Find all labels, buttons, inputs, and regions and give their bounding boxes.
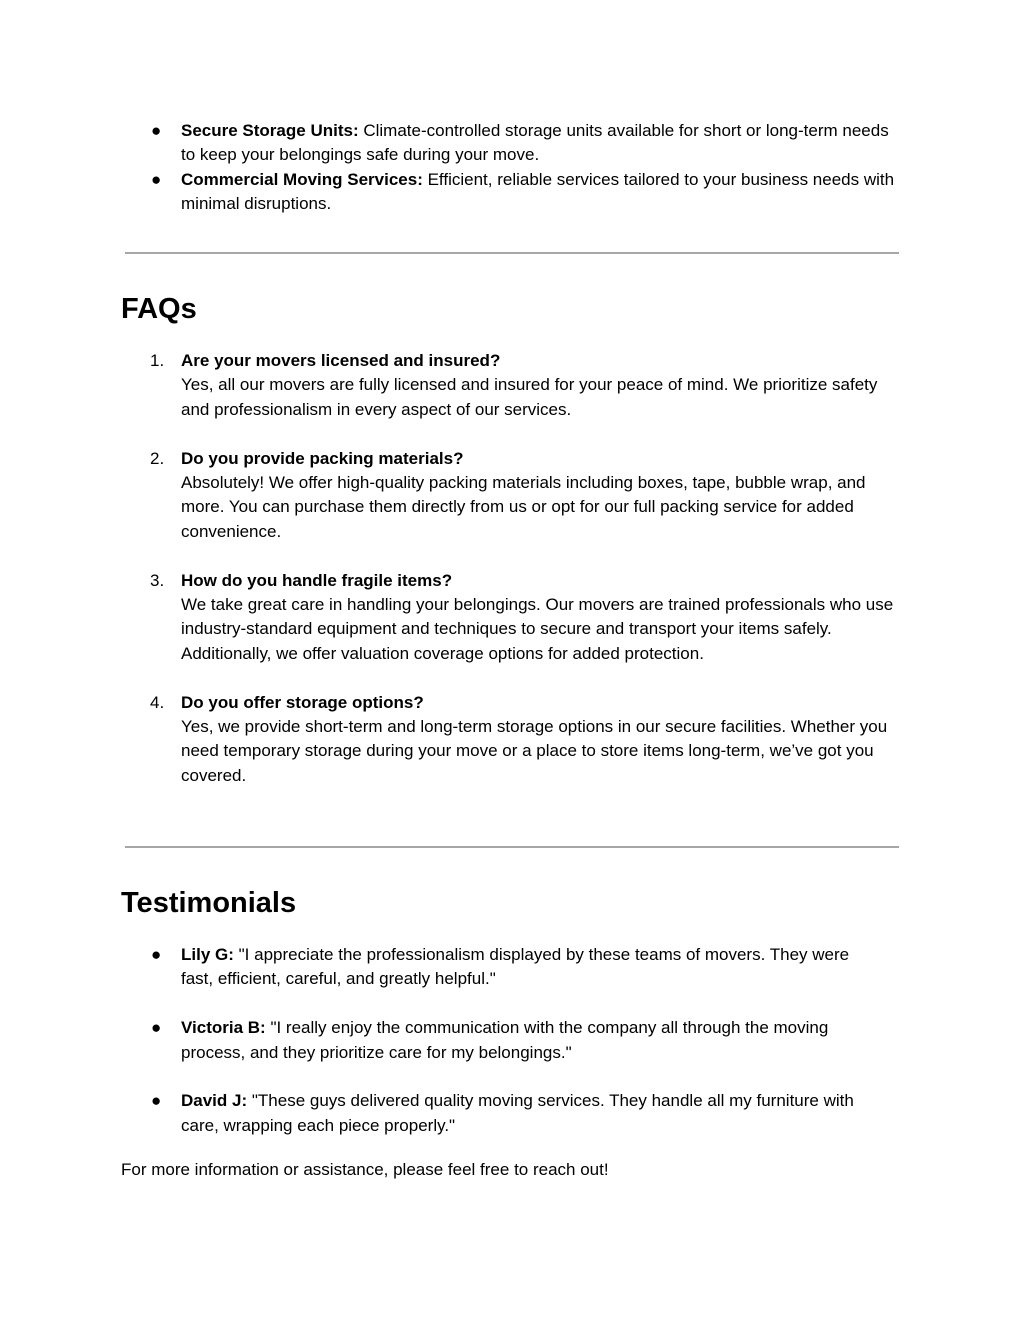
faq-answer: We take great care in handling your belongings. Our movers are trained professionals who use industry-standard equipment and techniques to secure and transport your items safely. Additionally, we offer valuation coverage options for added protection. [181,595,894,663]
bullet-icon: ● [151,169,162,189]
faq-item [0,691,1024,789]
services-list [0,119,1024,217]
testimonial-quote: "I really enjoy the communication with the company all through the moving process, and they prioritize care for my belongings." [181,1018,829,1062]
bullet-icon: ● [151,121,162,140]
closing-text: For more information or assistance, please feel free to reach out! [121,1160,609,1179]
bullet-icon: ● [151,1018,162,1038]
faq-item [0,349,1024,422]
faq-list [0,349,1024,813]
testimonial-item [0,1016,1024,1065]
faq-answer: Yes, we provide short-term and long-term storage options in our secure facilities. Whether you need temporary storage during your move or a place to store items long-term, we’ve got you covered. [181,717,888,785]
bullet-icon: ● [151,945,162,964]
testimonial-item [0,943,1024,992]
testimonial-list [0,943,1024,1163]
testimonial-item [0,1089,1024,1138]
faq-item [0,447,1024,545]
faq-question: Do you offer storage options? [181,692,424,712]
faq-number: 1. [150,351,165,370]
service-description: Climate-controlled storage units available for short or long-term needs to keep your belongings safe during your move. [181,121,889,165]
faq-question: Are your movers licensed and insured? [181,351,501,370]
faq-answer: Absolutely! We offer high-quality packing materials including boxes, tape, bubble wrap, and more. You can purchase them directly from us or opt for our full packing service for added convenience. [181,473,866,541]
faq-number: 3. [150,570,165,590]
service-item-storage [0,119,1024,168]
faq-number: 2. [150,448,165,468]
faq-answer: Yes, all our movers are fully licensed and insured for your peace of mind. We prioritize safety and professionalism in every aspect of our services. [181,375,878,419]
faqs-heading: FAQs [121,293,197,325]
testimonial-name: Lily G: [181,945,234,964]
service-item-commercial [0,168,1024,217]
service-term: Commercial Moving Services: [181,169,423,189]
bullet-icon: ● [151,1091,162,1111]
section-divider [125,252,899,254]
section-divider [125,846,899,848]
testimonials-heading: Testimonials [121,887,297,919]
faq-question: How do you handle fragile items? [181,570,453,590]
service-term: Secure Storage Units: [181,121,359,140]
faq-question: Do you provide packing materials? [181,448,464,468]
testimonial-quote: "These guys delivered quality moving services. They handle all my furniture with care, wrapping each piece properly." [181,1091,854,1135]
faq-number: 4. [150,692,165,712]
testimonial-name: Victoria B: [181,1018,266,1038]
testimonial-quote: "I appreciate the professionalism displayed by these teams of movers. They were fast, efficient, careful, and greatly helpful." [181,945,850,989]
faq-item [0,569,1024,667]
testimonial-name: David J: [181,1091,248,1111]
service-description: Efficient, reliable services tailored to your business needs with minimal disruptions. [181,169,895,214]
